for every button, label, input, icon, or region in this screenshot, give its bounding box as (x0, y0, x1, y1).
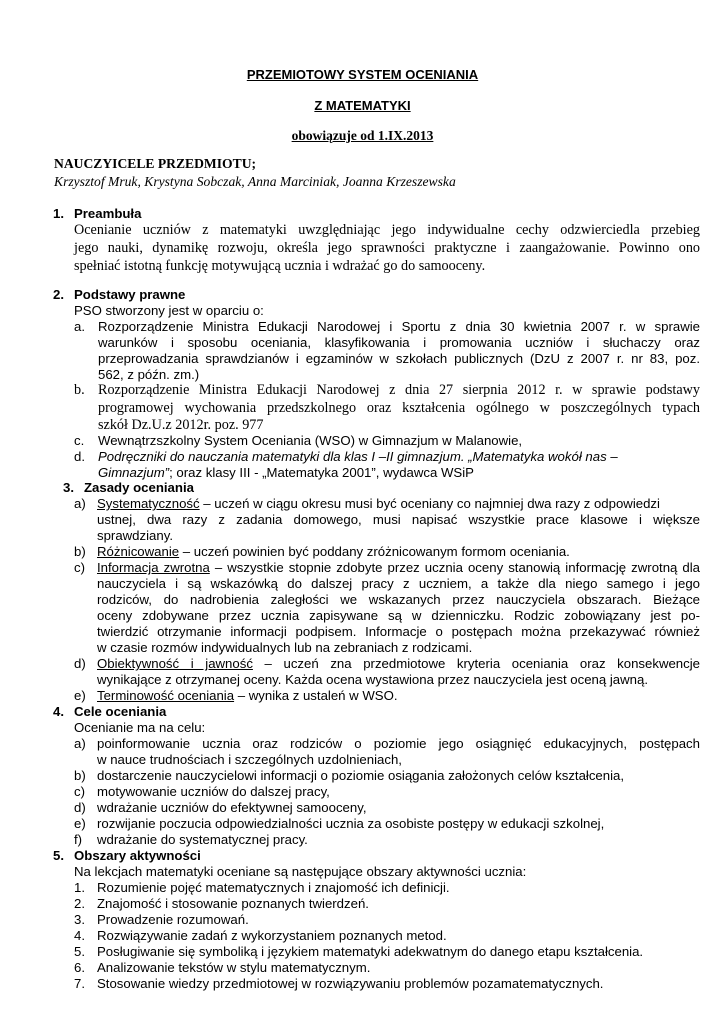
list-item-line: Terminowość oceniania – wynika z ustaleń w WSO. (97, 688, 398, 703)
list-marker: b) (74, 544, 86, 559)
list-marker: a) (74, 736, 86, 751)
list-marker: d) (74, 800, 86, 815)
list-item-line: Stosowanie wiedzy przedmiotowej w rozwiązywaniu problemów pozamatematycznych. (97, 976, 604, 991)
list-item-line: oceny zdobywane przez ucznia zapisywane są w dzienniczku. Rodzic zobowiązany jest po- (97, 608, 700, 623)
term: Systematyczność (97, 496, 200, 511)
list-item-line: wdrażanie do systematycznej pracy. (97, 832, 308, 847)
list-item-line: Obiektywność i jawność – uczeń zna przedmiotowe kryteria oceniania oraz konsekwencje (97, 656, 700, 671)
section-number: 5. (53, 848, 64, 863)
list-marker: 4. (74, 928, 85, 943)
list-marker: b. (74, 382, 85, 398)
list-item-line: dostarczenie nauczycielowi informacji o poziomie osiągania założonych celów kształcenia, (97, 768, 625, 783)
list-item-line: Rozwiązywanie zadań z wykorzystaniem poznanych metod. (97, 928, 447, 943)
list-item-line: motywowanie uczniów do dalszej pracy, (97, 784, 330, 799)
list-marker: d) (74, 656, 86, 671)
list-item-line: Gimnazjum”; oraz klasy III - „Matematyka 2001”, wydawca WSiP (98, 465, 474, 480)
list-marker: d. (74, 449, 85, 464)
list-item-line: programowej wychowania przedszkolnego oraz kształcenia ogólnego w poszczególnych typach (98, 400, 700, 416)
list-item-line: szkół Dz.U.z 2012r. poz. 977 (98, 417, 264, 433)
section-title: Cele oceniania (74, 704, 167, 719)
section-title: Obszary aktywności (74, 848, 201, 863)
term: Informacja zwrotna (97, 560, 210, 575)
list-marker: b) (74, 768, 86, 783)
effective-date: obowiązuje od 1.IX.2013 (291, 128, 434, 143)
list-item-line: Rozporządzenie Ministra Edukacji Narodowej i Sportu z dnia 30 kwietnia 2007 r. w sprawie (98, 319, 700, 334)
list-item-line: warunków i sposobu oceniania, klasyfikowania i promowania uczniów i słuchaczy oraz (98, 335, 700, 350)
section-number: 3. (63, 480, 74, 495)
list-item-line: Posługiwanie się symboliką i językiem matematyki adekwatnym do danego etapu kształcenia. (97, 944, 644, 959)
list-item-line: Podręczniki do nauczania matematyki dla klas I –II gimnazjum. „Matematyka wokół nas – (98, 449, 618, 464)
list-item-line: Rozumienie pojęć matematycznych i znajomość ich definicji. (97, 880, 450, 895)
list-item-line: rozwijanie poczucia odpowiedzialności ucznia za osobiste postępy w edukacji szkolnej, (97, 816, 605, 831)
list-item-line: Znajomość i stosowanie poznanych twierdzeń. (97, 896, 369, 911)
paragraph-line: Ocenianie ma na celu: (74, 720, 206, 735)
list-marker: 3. (74, 912, 85, 927)
list-item-line: w czasie rozmów indywidualnych lub na zebraniach z rodzicami. (97, 640, 473, 655)
list-item-line: rodziców, do nadrobienia zaległości we wskazanych przez nauczyciela obszarach. Bieżące (97, 592, 700, 607)
teachers-names: Krzysztof Mruk, Krystyna Sobczak, Anna Marciniak, Joanna Krzeszewska (54, 174, 456, 189)
section-number: 1. (53, 206, 64, 221)
term: Obiektywność i jawność (97, 656, 253, 671)
list-marker: 2. (74, 896, 85, 911)
list-marker: e) (74, 816, 86, 831)
list-item-line: Informacja zwrotna – wszystkie stopnie zdobyte przez ucznia oceny stanowią informację zwrotną dla (97, 560, 701, 575)
list-marker: 1. (74, 880, 85, 895)
list-item-line: Systematyczność – uczeń w ciągu okresu musi być oceniany co najmniej dwa razy z odpowiedzi (97, 496, 660, 511)
list-item-line: przeprowadzania sprawdzianów i egzaminów w szkołach publicznych (DzU z 2007 r. nr 83, poz. (98, 351, 700, 366)
list-marker: c) (74, 784, 85, 799)
section-number: 2. (53, 287, 64, 302)
list-item-line: wdrażanie uczniów do efektywnej samooceny, (97, 800, 367, 815)
list-marker: 6. (74, 960, 85, 975)
list-marker: c) (74, 560, 85, 575)
list-item-line: ustnej, dwa razy z zadania domowego, musi napisać wszystkie prace klasowe i większe (97, 512, 700, 527)
list-marker: a) (74, 496, 86, 511)
list-item-line: poinformowanie ucznia oraz rodziców o poziomie jego osiągnięć edukacyjnych, postępach (97, 736, 700, 751)
section-number: 4. (53, 704, 64, 719)
list-item-line: w nauce trudnościach i szczególnych uzdolnieniach, (97, 752, 402, 767)
paragraph-line: Ocenianie uczniów z matematyki uwzględniając jego indywidualne cechy odzwierciedla przebieg (74, 222, 700, 238)
list-item-line: nauczyciela i są wskazówką do dalszej pracy z uczniem, a także dla niego samego i jego (97, 576, 700, 591)
list-marker: 7. (74, 976, 85, 991)
paragraph-line: jego nauki, dynamikę rozwoju, określa jego sprawności praktyczne i zaangażowanie. Powinno ono (74, 240, 700, 256)
list-marker: f) (74, 832, 83, 847)
document-subtitle: Z MATEMATYKI (314, 98, 411, 113)
list-marker: a. (74, 319, 85, 334)
paragraph-line: spełniać istotną funkcję motywującą ucznia i wdrażać go do samooceny. (74, 258, 486, 274)
list-item-line: Różnicowanie – uczeń powinien być poddany zróżnicowanym formom oceniania. (97, 544, 570, 559)
paragraph-line: Na lekcjach matematyki oceniane są następujące obszary aktywności ucznia: (74, 864, 527, 879)
list-marker: c. (74, 433, 85, 448)
list-item-line: Analizowanie tekstów w stylu matematycznym. (97, 960, 371, 975)
list-marker: 5. (74, 944, 85, 959)
section-title: Zasady oceniania (84, 480, 194, 495)
list-marker: e) (74, 688, 86, 703)
list-item-line: twierdzić otrzymanie informacji podpisem. Informacje o postępach można przekazywać również (97, 624, 700, 639)
teachers-heading: NAUCZYICELE PRZEDMIOTU; (54, 156, 257, 171)
list-item-line: Rozporządzenie Ministra Edukacji Narodowej z dnia 27 sierpnia 2012 r. w sprawie podstawy (98, 382, 700, 398)
list-item-line: Wewnątrzszkolny System Oceniania (WSO) w Gimnazjum w Malanowie, (98, 433, 523, 448)
list-item-line: wynikające z otrzymanej oceny. Każda ocena wystawiona przez nauczyciela jest oceną jawną. (97, 672, 648, 687)
paragraph-line: PSO stworzony jest w oparciu o: (74, 303, 264, 318)
list-item-line: 562, z późn. zm.) (98, 367, 200, 382)
section-title: Preambuła (74, 206, 142, 221)
section-title: Podstawy prawne (74, 287, 186, 302)
list-item-line: sprawdziany. (97, 528, 173, 543)
term: Terminowość oceniania (97, 688, 235, 703)
term: Różnicowanie (97, 544, 180, 559)
document-title: PRZEMIOTOWY SYSTEM OCENIANIA (246, 67, 479, 82)
list-item-line: Prowadzenie rozumowań. (97, 912, 249, 927)
